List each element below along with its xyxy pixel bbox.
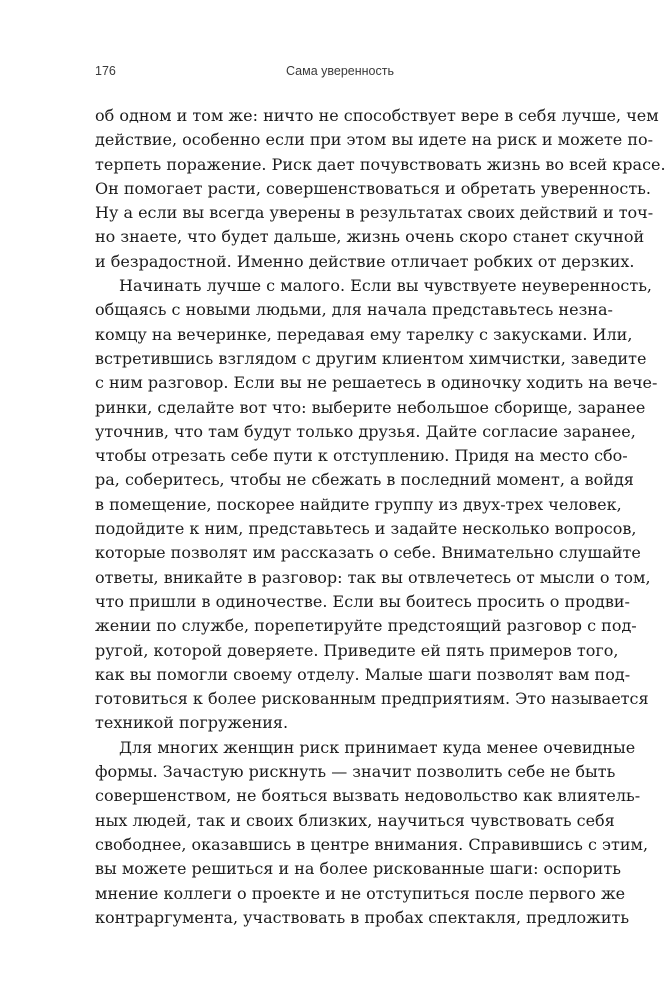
text-line: Для многих женщин риск принимает куда менее очевидные xyxy=(119,737,636,757)
running-title: Сама уверенность xyxy=(286,64,394,78)
text-line: общаясь с новыми людьми, для начала представьтесь незна- xyxy=(95,300,613,320)
text-line: комцу на вечеринке, передавая ему тарелку с закусками. Или, xyxy=(95,324,633,344)
text-line: но знаете, что будет дальше, жизнь очень скоро станет скучной xyxy=(95,227,645,247)
text-line: которые позволят им рассказать о себе. Внимательно слушайте xyxy=(95,543,641,563)
text-line: ругой, которой доверяете. Приведите ей пять примеров того, xyxy=(95,640,619,660)
text-line: Он помогает расти, совершенствоваться и обретать уверенность. xyxy=(95,178,651,198)
text-line: подойдите к ним, представьтесь и задайте несколько вопросов, xyxy=(95,519,637,539)
text-line: мнение коллеги о проекте и не отступиться после первого же xyxy=(95,883,626,903)
paragraph xyxy=(95,736,649,930)
text-line: ответы, вникайте в разговор: так вы отвлечетесь от мысли о том, xyxy=(95,567,651,587)
text-line: уточнив, что там будут только друзья. Дайте согласие заранее, xyxy=(95,421,636,441)
text-line: ра, соберитесь, чтобы не сбежать в последний момент, а войдя xyxy=(95,470,634,490)
text-line: встретившись взглядом с другим клиентом химчистки, заведите xyxy=(95,348,647,368)
text-line: терпеть поражение. Риск дает почувствовать жизнь во всей красе. xyxy=(95,154,666,174)
text-line: формы. Зачастую рискнуть — значит позволить себе не быть xyxy=(95,762,616,782)
paragraph xyxy=(95,104,666,274)
page-header xyxy=(95,64,585,84)
text-line: ных людей, так и своих близких, научиться чувствовать себя xyxy=(95,810,615,830)
page-number: 176 xyxy=(95,64,116,78)
text-line: Начинать лучше с малого. Если вы чувствуете неуверенность, xyxy=(119,276,652,296)
text-line: в помещение, поскорее найдите группу из двух-трех человек, xyxy=(95,494,622,514)
text-line: свободнее, оказавшись в центре внимания. Справившись с этим, xyxy=(95,834,649,854)
paragraph xyxy=(95,274,658,736)
text-line: ринки, сделайте вот что: выберите небольшое сборище, заранее xyxy=(95,397,646,417)
text-line: вы можете решиться и на более рискованные шаги: оспорить xyxy=(95,859,621,879)
text-line: как вы помогли своему отделу. Малые шаги позволят вам под- xyxy=(95,664,631,684)
text-line: об одном и том же: ничто не способствует вере в себя лучше, чем xyxy=(95,106,659,125)
text-line: готовиться к более рискованным предприятиям. Это называется xyxy=(95,689,649,709)
text-line: жении по службе, порепетируйте предстоящий разговор с под- xyxy=(95,616,637,636)
text-line: чтобы отрезать себе пути к отступлению. Придя на место сбо- xyxy=(95,446,628,466)
text-line: совершенством, не бояться вызвать недовольство как влиятель- xyxy=(95,786,641,806)
text-line: и безрадостной. Именно действие отличает робких от дерзких. xyxy=(95,251,635,271)
text-line: контраргумента, участвовать в пробах спектакля, предложить xyxy=(95,907,630,927)
text-line: техникой погружения. xyxy=(95,713,289,733)
body-text xyxy=(95,104,666,930)
text-line: Ну а если вы всегда уверены в результатах своих действий и точ- xyxy=(95,203,654,223)
text-line: с ним разговор. Если вы не решаетесь в одиночку ходить на вече- xyxy=(95,373,658,393)
text-line: что пришли в одиночестве. Если вы боитесь просить о продви- xyxy=(95,591,630,611)
text-line: действие, особенно если при этом вы идете на риск и можете по- xyxy=(95,130,654,150)
